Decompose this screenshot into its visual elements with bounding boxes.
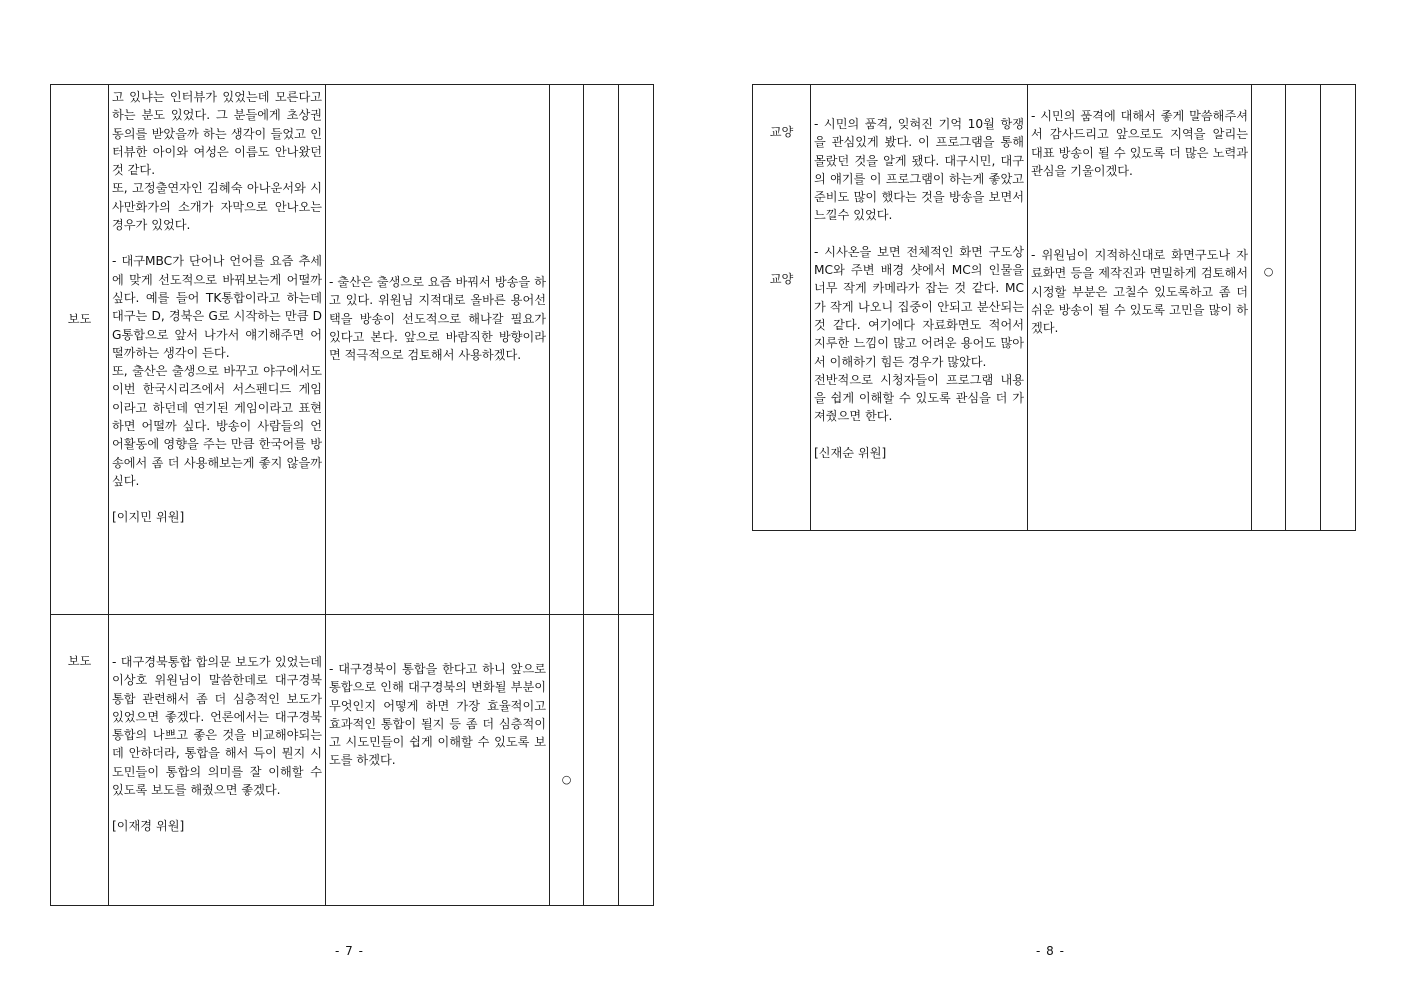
response-paragraph: - 위원님이 지적하신대로 화면구도나 자료화면 등을 제작진과 면밀하게 검토해서 시정할 부분은 고칠수 있도록하고 좀 더 쉬운 방송이 될 수 있도록 고민을 많이 하겠다.	[1031, 248, 1252, 336]
committee-member: [신재순 위원]	[814, 445, 887, 460]
table-row	[51, 615, 654, 906]
opinion-paragraph: 전반적으로 시청자들이 프로그램 내용을 쉽게 이해할 수 있도록 관심을 더 가져줬으면 한다.	[814, 372, 1024, 424]
mark-cell	[584, 85, 619, 615]
response-cell	[326, 615, 550, 906]
response-cell	[1028, 85, 1252, 531]
mark-cell	[1321, 85, 1356, 531]
table-row	[753, 85, 1356, 531]
mark-cell	[1286, 85, 1321, 531]
page-number: - 8 -	[1036, 944, 1065, 958]
response-cell	[326, 85, 550, 615]
category-cell	[51, 615, 109, 906]
opinion-paragraph: - 대구MBC가 단어나 언어를 요즘 추세에 맞게 선도적으로 바꿔보는게 어떨까 싶다. 예를 들어 TK통합이라고 하는데 대구는 D, 경북은 G로 시작하는 만큼 DG통합으로 앞서 나가서 얘기해주면 어떨까하는 생각이 든다.	[112, 254, 326, 360]
opinion-cell	[109, 615, 326, 906]
category-label: 교양	[769, 272, 794, 287]
opinion-cell	[811, 85, 1028, 531]
mark-cell: ○	[550, 615, 584, 906]
right-page-table	[752, 84, 1356, 531]
opinion-paragraph: 또, 고정출연자인 김혜숙 아나운서와 시사만화가의 소개가 자막으로 안나오는 경우가 있었다.	[112, 181, 326, 233]
opinion-cell	[109, 85, 326, 615]
opinion-paragraph: 고 있냐는 인터뷰가 있었는데 모른다고 하는 분도 있었다. 그 분들에게 초상권 동의를 받았을까 하는 생각이 들었고 인터뷰한 아이와 여성은 이름도 안나왔던 것 같다.	[112, 90, 326, 178]
opinion-paragraph: - 대구경북통합 합의문 보도가 있었는데 이상호 위원님이 말씀한데로 대구경북통합 관련해서 좀 더 심층적인 보도가 있었으면 좋겠다. 언론에서는 대구경북통합의 나쁘고 좋은 것을 비교해야되는데 안하더라, 통합을 해서 득이 뭔지 시도민들이 통합의 의미를 잘 이해할 수 있도록 보도를 해줬으면 좋겠다.	[112, 655, 326, 798]
category-cell	[51, 85, 109, 615]
committee-member: [이재경 위원]	[112, 819, 185, 834]
response-paragraph: - 출산은 출생으로 요즘 바꿔서 방송을 하고 있다. 위원님 지적대로 올바른 용어선택을 방송이 선도적으로 해나갈 필요가 있다고 본다. 앞으로 바람직한 방향이라면 적극적으로 검토해서 사용하겠다.	[329, 275, 550, 363]
table-row	[51, 85, 654, 615]
committee-member: [이지민 위원]	[112, 510, 185, 525]
category-cell	[753, 85, 811, 531]
left-page-table	[50, 84, 654, 906]
category-label: 보도	[67, 654, 92, 668]
mark-cell	[550, 85, 584, 615]
opinion-paragraph: 또, 출산은 출생으로 바꾸고 야구에서도 이번 한국시리즈에서 서스펜디드 게임이라고 하던데 연기된 게임이라고 표현하면 어떨까 싶다. 방송이 사람들의 언어활동에 영향을 주는 만큼 한국어를 방송에서 좀 더 사용해보는게 좋지 않을까 싶다.	[112, 364, 326, 488]
page-number: - 7 -	[335, 944, 364, 958]
category-label: 교양	[769, 125, 794, 139]
response-paragraph: - 대구경북이 통합을 한다고 하니 앞으로 통합으로 인해 대구경북의 변화될 부분이 무엇인지 어떻게 하면 가장 효율적이고 효과적인 통합이 될지 등 좀 더 심층적이고 시도민들이 쉽게 이해할 수 있도록 보도를 하겠다.	[329, 662, 550, 768]
mark-cell	[584, 615, 619, 906]
opinion-paragraph: - 시민의 품격, 잊혀진 기억 10월 항쟁을 관심있게 봤다. 이 프로그램을 통해 몰랐던 것을 알게 됐다. 대구시민, 대구의 얘기를 이 프로그램이 하는게 좋았고 준비도 많이 했다는 것을 방송을 보면서 느낄수 있었다.	[814, 117, 1028, 223]
mark-cell	[619, 615, 654, 906]
mark-cell	[619, 85, 654, 615]
opinion-paragraph: - 시사온을 보면 전체적인 화면 구도상 MC와 주변 배경 샷에서 MC의 인물을 너무 작게 카메라가 잡는 것 같다. MC가 작게 나오니 집중이 안되고 분산되는 것 같다. 여기에다 자료화면도 적어서 지루한 느낌이 많고 어려운 용어도 많아서 이해하기 힘든 경우가 많았다.	[814, 244, 1028, 369]
category-label: 보도	[67, 312, 92, 327]
response-paragraph: - 시민의 품격에 대해서 좋게 말씀해주셔서 감사드리고 앞으로도 지역을 알리는 대표 방송이 될 수 있도록 더 많은 노력과 관심을 기울이겠다.	[1031, 109, 1252, 178]
mark-cell: ○	[1252, 85, 1286, 531]
